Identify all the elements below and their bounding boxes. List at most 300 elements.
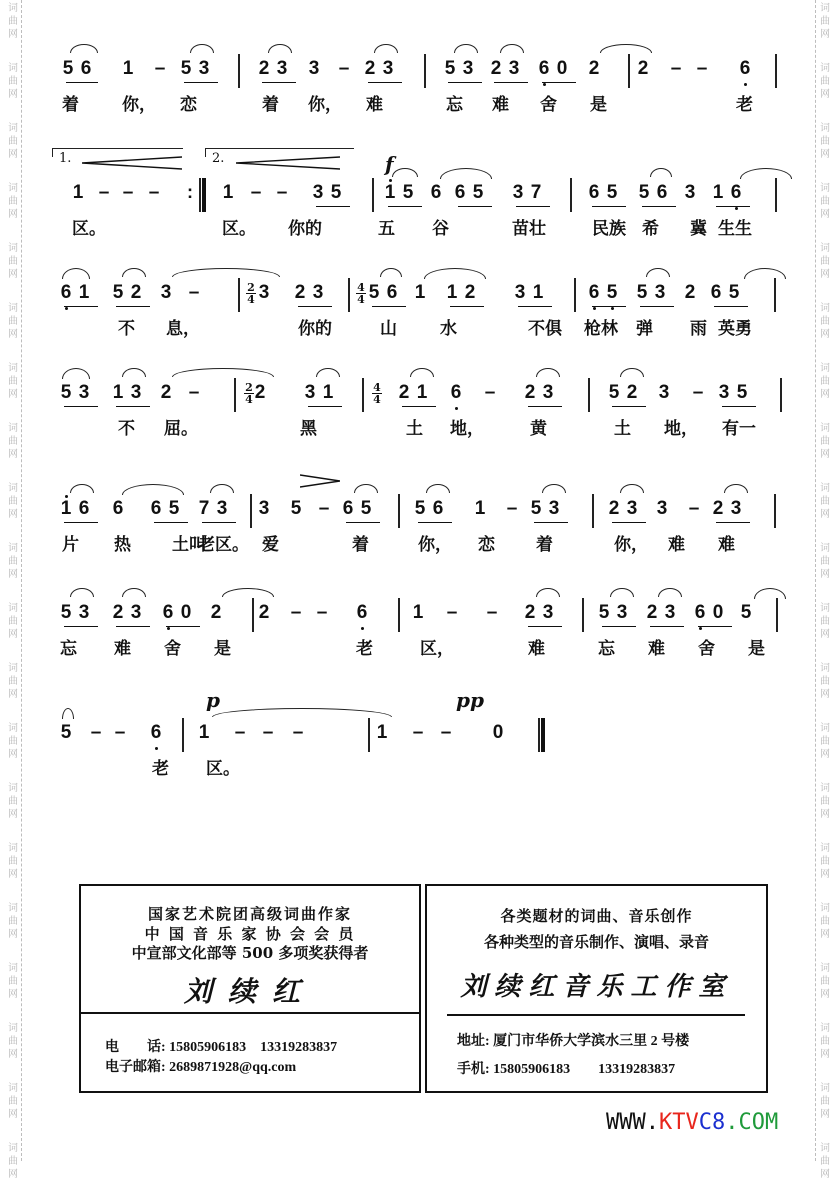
lyric: 难 <box>528 639 545 659</box>
bar-line <box>775 54 777 88</box>
eighth-underline <box>64 406 98 407</box>
slur <box>70 484 94 493</box>
lyric: 着 <box>62 95 79 115</box>
eighth-underline <box>714 306 748 307</box>
tie <box>62 368 90 379</box>
dynamic-mark: f <box>385 152 394 176</box>
phone-label: 电 话: <box>105 1040 166 1055</box>
slur <box>724 484 748 493</box>
eighth-underline <box>64 306 98 307</box>
eighth-underline <box>346 522 380 523</box>
low-octave-dot <box>167 627 170 630</box>
note: 2 <box>130 282 142 303</box>
eighth-underline <box>528 626 562 627</box>
time-sig-bottom: 4 <box>247 293 255 306</box>
slur <box>646 268 670 277</box>
eighth-underline <box>166 626 200 627</box>
note: 5 <box>530 498 542 519</box>
eighth-underline <box>388 206 422 207</box>
watermark-text: 词 曲 网 <box>820 723 830 760</box>
watermark-text: 词 曲 网 <box>820 483 830 520</box>
email-label: 电子邮箱: <box>105 1060 166 1075</box>
watermark-text: 词 曲 网 <box>8 363 18 400</box>
note: 1 <box>446 282 458 303</box>
tie <box>122 484 184 495</box>
note: 1 <box>59 498 73 520</box>
eighth-underline <box>602 626 636 627</box>
lyric: 老 <box>356 639 373 659</box>
watermark-text: 词 曲 网 <box>8 63 18 100</box>
watermark-text: 词 曲 网 <box>8 603 18 640</box>
note: 5 <box>368 282 380 303</box>
note: 5 <box>740 602 752 623</box>
slur <box>650 168 672 177</box>
time-signature <box>246 282 256 305</box>
note: 3 <box>304 382 316 403</box>
note: 6 <box>161 602 175 624</box>
slur <box>454 44 478 53</box>
note: 6 <box>342 498 354 519</box>
lyric: 你， <box>308 95 342 115</box>
note: 3 <box>258 282 270 303</box>
eighth-underline <box>650 626 684 627</box>
slur <box>536 588 560 597</box>
note: 5 <box>472 182 484 203</box>
note: 0 <box>492 722 504 743</box>
note: 1 <box>322 382 334 403</box>
eighth-underline <box>698 626 732 627</box>
slur <box>222 588 274 597</box>
note: 2 <box>588 58 600 79</box>
low-octave-dot <box>361 627 364 630</box>
note: 1 <box>222 182 234 203</box>
note: 3 <box>656 498 668 519</box>
volta-number: 2. <box>212 151 225 166</box>
low-octave-dot <box>735 207 738 210</box>
watermark-text: 词 曲 网 <box>820 63 830 100</box>
lyric: 枪林 <box>584 319 618 339</box>
eighth-underline <box>528 406 562 407</box>
low-octave-dot <box>699 627 702 630</box>
bar-line <box>570 178 572 212</box>
eighth-underline <box>592 206 626 207</box>
slur <box>354 484 378 493</box>
note: 5 <box>60 382 72 403</box>
note: 2 <box>608 498 620 519</box>
eighth-underline <box>66 82 98 83</box>
slur <box>620 368 644 377</box>
note: 3 <box>508 58 520 79</box>
dash-extension: – <box>670 58 682 79</box>
dash-extension: – <box>290 602 302 623</box>
author-info-box <box>79 884 421 1018</box>
eighth-underline <box>116 406 150 407</box>
bar-line <box>398 494 400 528</box>
email-value: 2689871928@qq.com <box>169 1060 297 1075</box>
bar-line <box>368 718 370 752</box>
slur <box>210 484 234 493</box>
note: 3 <box>216 498 228 519</box>
double-bar-line <box>199 178 206 212</box>
watermark-text: 词 曲 网 <box>820 3 830 40</box>
dash-extension: – <box>276 182 288 203</box>
lyric: 忘 <box>446 95 463 115</box>
lyric: 你， <box>418 535 452 555</box>
note: 3 <box>78 602 90 623</box>
eighth-underline <box>612 406 646 407</box>
note: 1 <box>72 182 84 203</box>
note: 1 <box>78 282 90 303</box>
slur <box>122 588 146 597</box>
lyric: 希 <box>642 219 659 239</box>
note: 2 <box>490 58 502 79</box>
dash-extension: – <box>122 182 134 203</box>
note: 2 <box>524 602 536 623</box>
author-title-line-2: 中 国 音 乐 家 协 会 会 员 <box>144 925 356 943</box>
low-octave-dot <box>65 307 68 310</box>
eighth-underline <box>308 406 342 407</box>
note: 1 <box>122 58 134 79</box>
studio-line-1: 各类题材的词曲、音乐创作 <box>500 907 693 925</box>
note: 5 <box>598 602 610 623</box>
note: 5 <box>638 182 650 203</box>
slur <box>172 268 280 277</box>
note: 5 <box>414 498 426 519</box>
dash-extension: – <box>250 182 262 203</box>
eighth-underline <box>642 206 676 207</box>
lyric: 苗壮 <box>512 219 546 239</box>
dash-extension: – <box>506 498 518 519</box>
bar-line <box>592 494 594 528</box>
time-sig-bottom: 4 <box>373 393 381 406</box>
dash-extension: – <box>148 182 160 203</box>
lyric: 是 <box>214 639 231 659</box>
accent-mark <box>300 474 340 488</box>
lyric: 地， <box>664 419 698 439</box>
dash-extension: – <box>316 602 328 623</box>
note: 6 <box>386 282 398 303</box>
author-signature: 刘续红 <box>183 975 316 1008</box>
bar-line <box>348 278 350 312</box>
note: 2 <box>258 602 270 623</box>
site-prefix: WWW. <box>606 1110 659 1135</box>
lyric: 土叫 <box>172 535 206 555</box>
dash-extension: – <box>188 282 200 303</box>
note: 3 <box>542 602 554 623</box>
eighth-underline <box>458 206 492 207</box>
lyric: 难 <box>648 639 665 659</box>
dash-extension: – <box>292 722 304 743</box>
lyric: 是 <box>748 639 765 659</box>
lyric: 你， <box>122 95 156 115</box>
eighth-underline <box>716 206 750 207</box>
time-sig-top: 2 <box>245 381 253 394</box>
lyric: 水 <box>440 319 457 339</box>
eighth-underline <box>494 82 528 83</box>
note: 6 <box>432 498 444 519</box>
dash-extension: – <box>412 722 424 743</box>
watermark-text: 词 曲 网 <box>820 783 830 820</box>
slur <box>610 588 634 597</box>
dash-extension: – <box>692 382 704 403</box>
phone-line <box>105 1036 337 1056</box>
note: 2 <box>398 382 410 403</box>
note: 3 <box>258 498 270 519</box>
bar-line <box>775 178 777 212</box>
studio-line-2: 各种类型的音乐制作、演唱、录音 <box>483 933 709 951</box>
slur <box>316 368 340 377</box>
lyric: 着 <box>536 535 553 555</box>
site-watermark <box>606 1110 778 1135</box>
dynamic-mark: pp <box>456 688 484 712</box>
bar-line <box>628 54 630 88</box>
dynamic-mark: p <box>206 688 220 712</box>
dash-extension: – <box>188 382 200 403</box>
low-octave-dot <box>455 407 458 410</box>
high-octave-dot <box>389 179 392 182</box>
eighth-underline <box>450 306 484 307</box>
lyric: 难 <box>668 535 685 555</box>
lyric: 不 <box>118 419 135 439</box>
note: 6 <box>693 602 707 624</box>
volta-number: 1. <box>59 151 72 166</box>
note: 5 <box>330 182 342 203</box>
lyric: 你， <box>614 535 648 555</box>
note: 3 <box>658 382 670 403</box>
note: 3 <box>664 602 676 623</box>
watermark-text: 词 曲 网 <box>8 723 18 760</box>
lyric: 区， <box>420 639 454 659</box>
lyric: 舍 <box>540 95 557 115</box>
slur <box>542 484 566 493</box>
bar-line <box>574 278 576 312</box>
watermark-text: 词 曲 网 <box>820 903 830 940</box>
watermark-text: 词 曲 网 <box>8 543 18 580</box>
watermark-text: 词 曲 网 <box>8 423 18 460</box>
watermark-text: 词 曲 网 <box>8 483 18 520</box>
bar-line <box>774 494 776 528</box>
note: 3 <box>130 382 142 403</box>
site-part-1: KTV <box>658 1110 699 1135</box>
slur <box>600 44 652 53</box>
time-sig-top: 4 <box>373 381 381 394</box>
double-bar-line <box>538 718 545 752</box>
note: 6 <box>112 498 124 519</box>
phone-value: 15805906183 13319283837 <box>169 1040 338 1055</box>
eighth-underline <box>64 522 98 523</box>
note: 3 <box>548 498 560 519</box>
note: 6 <box>430 182 442 203</box>
eighth-underline <box>402 406 436 407</box>
lyric: 热 <box>114 535 131 555</box>
note: 3 <box>512 182 524 203</box>
watermark-text: 词 曲 网 <box>820 603 830 640</box>
dash-extension: – <box>262 722 274 743</box>
eighth-underline <box>184 82 218 83</box>
note: 3 <box>160 282 172 303</box>
note: 2 <box>524 382 536 403</box>
bar-line <box>238 54 240 88</box>
slur <box>268 44 292 53</box>
note: 2 <box>464 282 476 303</box>
time-signature <box>372 382 382 405</box>
lyric: 五 <box>378 219 395 239</box>
eighth-underline <box>592 306 626 307</box>
mobile-label: 手机: <box>457 1062 490 1077</box>
lyric: 不 <box>118 319 135 339</box>
dash-extension: – <box>486 602 498 623</box>
studio-divider <box>447 1014 745 1016</box>
bar-line <box>372 178 374 212</box>
watermark-text: 词 曲 网 <box>820 123 830 160</box>
note: 3 <box>542 382 554 403</box>
note: 3 <box>684 182 696 203</box>
note: 1 <box>383 182 397 204</box>
note: 1 <box>412 602 424 623</box>
bar-line <box>238 278 240 312</box>
crescendo-hairpin <box>82 156 182 170</box>
lyric: 黄 <box>530 419 547 439</box>
lyric: 难 <box>492 95 509 115</box>
note: 3 <box>730 498 742 519</box>
eighth-underline <box>448 82 482 83</box>
address-value: 厦门市华侨大学滨水三里 2 号楼 <box>493 1034 690 1049</box>
watermark-text: 词 曲 网 <box>8 303 18 340</box>
watermark-text: 词 曲 网 <box>820 423 830 460</box>
eighth-underline <box>612 522 646 523</box>
lyric: 恋 <box>180 95 197 115</box>
tie <box>62 708 74 719</box>
note: 3 <box>626 498 638 519</box>
note: 5 <box>444 58 456 79</box>
note: 6 <box>454 182 466 203</box>
bar-line <box>774 278 776 312</box>
note: 2 <box>254 382 266 403</box>
tie <box>62 268 90 279</box>
time-sig-top: 4 <box>357 281 365 294</box>
eighth-underline <box>116 626 150 627</box>
dash-extension: – <box>154 58 166 79</box>
bar-line <box>398 598 400 632</box>
note: 2 <box>646 602 658 623</box>
time-sig-bottom: 4 <box>357 293 365 306</box>
note: 6 <box>355 602 369 624</box>
lyric: 片 <box>62 535 79 555</box>
note: 1 <box>414 282 426 303</box>
watermark-text: 词 曲 网 <box>8 1023 18 1060</box>
lyric: 舍 <box>164 639 181 659</box>
eighth-underline <box>372 306 406 307</box>
watermark-text: 词 曲 网 <box>820 663 830 700</box>
lyric: 难 <box>366 95 383 115</box>
lyric: 舍 <box>698 639 715 659</box>
note: 6 <box>150 498 162 519</box>
note: 5 <box>402 182 414 203</box>
lyric: 息， <box>166 319 200 339</box>
dash-extension: – <box>318 498 330 519</box>
note: 1 <box>532 282 544 303</box>
bar-line <box>182 718 184 752</box>
dash-extension: – <box>446 602 458 623</box>
lyric: 土 <box>406 419 423 439</box>
dash-extension: – <box>440 722 452 743</box>
bar-line <box>776 598 778 632</box>
note: 6 <box>449 382 463 404</box>
lyric: 区。 <box>222 219 256 239</box>
watermark-text: 词 曲 网 <box>820 1023 830 1060</box>
author-contact-box <box>79 1012 421 1093</box>
lyric: 老 <box>736 95 753 115</box>
slur <box>70 588 94 597</box>
studio-signature: 刘续红音乐工作室 <box>460 972 733 1002</box>
watermark-text: 词 曲 网 <box>820 1083 830 1120</box>
lyric: 黑 <box>300 419 317 439</box>
note: 7 <box>198 498 210 519</box>
bar-line <box>582 598 584 632</box>
site-part-3: .COM <box>725 1110 779 1135</box>
eighth-underline <box>154 522 188 523</box>
note: 1 <box>198 722 210 743</box>
eighth-underline <box>518 306 552 307</box>
note: 5 <box>168 498 180 519</box>
note: 2 <box>684 282 696 303</box>
note: 5 <box>736 382 748 403</box>
low-octave-dot <box>593 307 596 310</box>
lyric: 忘 <box>60 639 77 659</box>
time-signature <box>356 282 366 305</box>
tie <box>754 588 786 599</box>
dash-extension: – <box>484 382 496 403</box>
dash-extension: – <box>696 58 708 79</box>
note: 6 <box>588 182 600 203</box>
low-octave-dot <box>744 83 747 86</box>
note: 1 <box>474 498 486 519</box>
eighth-underline <box>542 82 576 83</box>
note: 2 <box>160 382 172 403</box>
watermark-text: 词 曲 网 <box>8 1143 18 1180</box>
note: 6 <box>710 282 722 303</box>
note: 5 <box>180 58 192 79</box>
note: 2 <box>112 602 124 623</box>
lyric: 区。 <box>206 759 240 779</box>
slur <box>536 368 560 377</box>
dash-extension: – <box>338 58 350 79</box>
slur <box>122 268 146 277</box>
note: 5 <box>605 282 619 304</box>
mobile-value: 15805906183 13319283837 <box>493 1062 676 1077</box>
note: 5 <box>60 722 72 743</box>
note: 6 <box>78 498 90 519</box>
note: 3 <box>312 182 324 203</box>
lyric: 地， <box>450 419 484 439</box>
watermark-text: 词 曲 网 <box>8 3 18 40</box>
lyric: 难 <box>114 639 131 659</box>
lyric: 忘 <box>598 639 615 659</box>
time-sig-bottom: 4 <box>245 393 253 406</box>
site-part-2: C8 <box>698 1110 726 1135</box>
lyric: 屈。 <box>164 419 198 439</box>
repeat-colon: : <box>187 182 193 202</box>
note: 3 <box>718 382 730 403</box>
watermark-text: 词 曲 网 <box>820 963 830 1000</box>
eighth-underline <box>298 306 332 307</box>
note: 6 <box>729 182 743 204</box>
note: 3 <box>616 602 628 623</box>
lyric: 山 <box>380 319 397 339</box>
mobile-line <box>457 1058 675 1078</box>
note: 3 <box>276 58 288 79</box>
note: 1 <box>416 382 428 403</box>
